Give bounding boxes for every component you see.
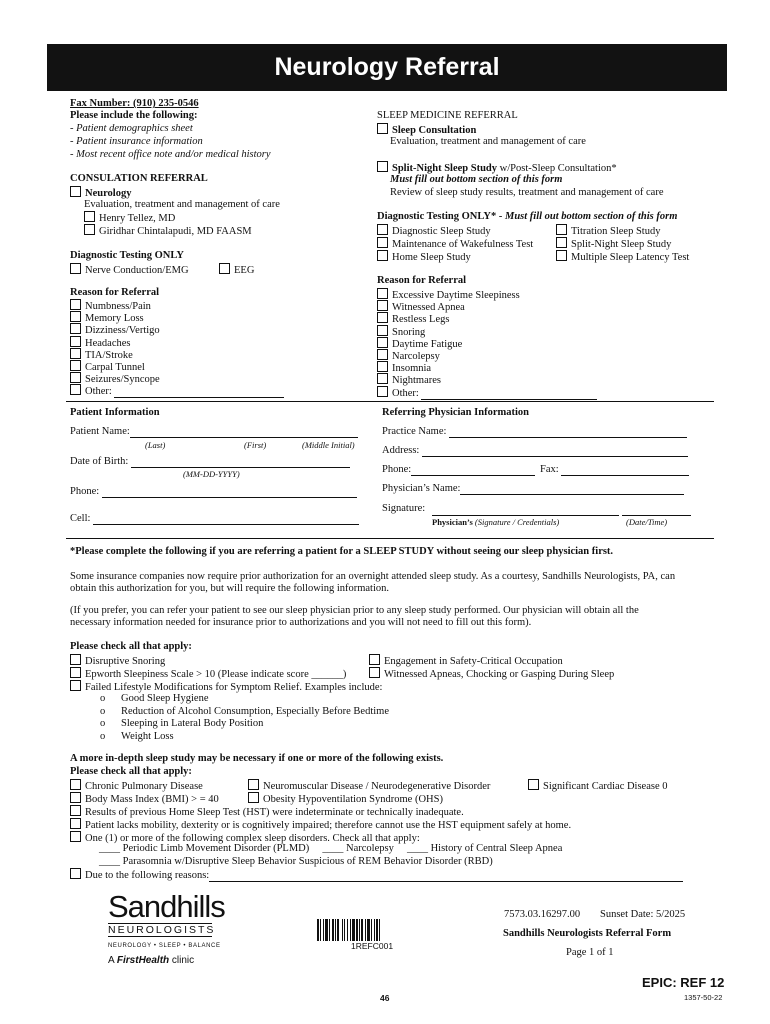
split-night-suffix: w/Post-Sleep Consultation* [497,163,617,174]
condition-label: Neuromuscular Disease / Neurodegenerative Disorder [263,781,491,792]
barcode-bar [350,919,351,941]
check-all-heading: Please check all that apply: [70,766,192,777]
reason-label: Numbness/Pain [85,301,151,312]
criteria-label: Witnessed Apneas, Chocking or Gasping During Sleep [384,669,615,680]
condition-label: Body Mass Index (BMI) > = 40 [85,794,219,805]
date-caption: (Date/Time) [626,517,668,527]
checkbox[interactable] [377,123,388,134]
reasons-label: Due to the following reasons: [85,870,210,881]
sleep-test-option[interactable] [556,224,660,238]
barcode-bar [352,919,355,941]
checkbox[interactable] [70,360,81,371]
sleep-test-label: Home Sleep Study [392,252,471,263]
condition-label: Obesity Hypoventilation Syndrome (OHS) [263,794,443,805]
bullet-icon: o [100,730,106,742]
criteria-label: Disruptive Snoring [85,656,166,667]
barcode-bar [361,919,363,941]
condition-option[interactable] [248,779,490,793]
section-divider [66,401,714,402]
reason-label: Excessive Daytime Sleepiness [392,290,520,301]
other-line[interactable] [421,399,597,400]
checkbox[interactable] [556,224,567,235]
page-title: Neurology Referral [47,44,727,91]
review-desc: Review of sleep study results, treatment and management of care [390,187,664,198]
firsthealth-logo [108,955,248,966]
checkbox[interactable] [556,237,567,248]
checkbox[interactable] [556,250,567,261]
page-indicator: Page 1 of 1 [566,947,614,958]
neurology-option[interactable] [70,186,131,200]
logo-clinic: clinic [171,955,195,966]
checkbox[interactable] [248,779,259,790]
checkbox[interactable] [84,224,95,235]
barcode-bar [365,919,366,941]
sunset-date: Sunset Date: 5/2025 [600,909,686,920]
name-caption-last: (Last) [145,440,166,450]
address-field[interactable] [382,445,688,457]
complex-disorder-line[interactable]: ____ Parasomnia w/Disruptive Sleep Behavior Suspicious of REM Behavior Disorder (RBD) [99,856,493,867]
criteria-label: Epworth Sleepiness Scale > 10 (Please indicate score ______) [85,669,347,680]
barcode-text: 1REFC001 [351,941,394,951]
patient-phone-label: Phone: [70,486,100,497]
reason-label: Headaches [85,337,131,349]
physician-name-field[interactable] [382,483,684,495]
checkbox[interactable] [377,373,388,384]
reasons-option[interactable] [70,868,683,882]
sleep-test-option[interactable] [377,224,491,238]
logo-firsthealth: FirstHealth [116,955,170,966]
reason-label: Memory Loss [85,313,144,325]
sleep-diag-note: - Must fill out bottom section of this form [496,211,678,222]
criteria-option[interactable] [70,667,346,681]
checkbox[interactable] [377,337,388,348]
checkbox[interactable] [70,384,81,395]
checkbox[interactable] [219,263,230,274]
checkbox[interactable] [70,654,81,665]
barcode-bar [347,919,348,941]
example-bullet [100,693,208,705]
checkbox[interactable] [70,831,81,842]
condition-option[interactable] [70,779,203,793]
sleep-test-option[interactable] [377,237,533,251]
sleep-test-label: Split-Night Sleep Study [571,239,672,250]
reasons-line[interactable] [209,881,683,882]
checkbox[interactable] [70,311,81,322]
doctor-option[interactable] [84,211,175,225]
condition-label: Results of previous Home Sleep Test (HST) were indeterminate or technically inadequate. [85,807,464,818]
sleep-diag-heading [377,211,677,223]
physician-name-line[interactable] [460,494,684,495]
eeg-label: EEG [234,265,255,276]
paragraph-line: necessary information needed for insurance prior to authorizations and you will not need to fill out this form). [70,617,532,628]
check-all-heading: Please check all that apply: [70,641,192,652]
example-bullet [100,718,263,730]
checkbox[interactable] [377,237,388,248]
checkbox[interactable] [70,323,81,334]
reason-label: Insomnia [392,363,432,375]
checkbox[interactable] [377,300,388,311]
patient-cell-field[interactable] [70,513,359,525]
ncs-label: Nerve Conduction/EMG [85,265,189,276]
doctor-label: Giridhar Chintalapudi, MD FAASM [99,226,252,237]
reason-label: Narcolepsy [392,351,440,362]
physician-fax-line[interactable] [561,475,689,476]
practice-field[interactable] [382,426,687,438]
checkbox[interactable] [248,792,259,803]
logo-sub: NEUROLOGISTS [108,924,216,936]
name-caption-middle: (Middle Initial) [302,440,355,450]
other-line[interactable] [114,397,284,398]
checkbox[interactable] [70,667,81,678]
bullet-icon: o [100,718,106,729]
checkbox[interactable] [528,779,539,790]
checkbox[interactable] [377,161,388,172]
reason-other[interactable] [70,384,284,398]
checkbox[interactable] [70,680,81,691]
physician-fax-label: Fax: [540,464,559,475]
must-fill-note: Must fill out bottom section of this form [390,174,563,185]
patient-cell-label: Cell: [70,513,91,524]
barcode [317,919,401,941]
condition-option[interactable] [70,792,219,806]
patient-heading: Patient Information [70,407,160,418]
criteria-option[interactable] [369,654,563,668]
checkbox[interactable] [70,868,81,879]
neurology-desc: Evaluation, treatment and management of care [84,199,280,210]
checkbox[interactable] [70,263,81,274]
dob-format: (MM-DD-YYYY) [183,469,240,479]
consultation-heading: CONSULATION REFERRAL [70,173,208,184]
reason-heading-left: Reason for Referral [70,287,160,298]
sleep-consult-label: Sleep Consultation [392,125,477,136]
include-heading: Please include the following: [70,110,198,121]
physician-phone-line[interactable] [411,475,535,476]
reason-label: Nightmares [392,375,441,387]
in-depth-heading: A more in-depth sleep study may be necessary if one or more of the following exists. [70,753,444,764]
barcode-bar [344,919,345,941]
barcode-bar [329,919,330,941]
criteria-label: Engagement in Safety-Critical Occupation [384,656,563,667]
paragraph-line: Some insurance companies now require prior authorization for an overnight attended sleep study. As a courtesy, Sandhills Neurologists, PA, can [70,571,676,582]
sleep-test-option[interactable] [556,250,689,264]
logo-a: A [108,955,115,966]
dob-line[interactable] [131,467,350,468]
checkbox[interactable] [377,250,388,261]
barcode-bar [374,919,375,941]
criteria-option[interactable] [70,654,165,668]
checkbox[interactable] [84,211,95,222]
barcode-bar [379,919,380,941]
checkbox[interactable] [369,667,380,678]
signature-field[interactable] [382,503,425,515]
address-line[interactable] [422,456,688,457]
barcode-bar [335,919,336,941]
checkbox[interactable] [70,818,81,829]
checkbox[interactable] [70,299,81,310]
barcode-bar [376,919,378,941]
doc-number: 1357-50-22 [684,993,723,1002]
reason-label: Carpal Tunnel [85,362,145,373]
include-item: - Patient insurance information [70,136,203,147]
checkbox[interactable] [70,348,81,359]
bullet-label: Weight Loss [121,730,174,742]
form-name: Sandhills Neurologists Referral Form [503,928,672,939]
sleep-diag-label: Diagnostic Testing ONLY* [377,211,497,222]
sleep-test-option[interactable] [556,237,671,251]
example-bullet [100,706,389,718]
barcode-bar [320,919,321,941]
checkbox[interactable] [377,312,388,323]
checkbox[interactable] [369,654,380,665]
checkbox[interactable] [377,224,388,235]
reason-label: Witnessed Apnea [392,302,465,314]
sleep-test-label: Multiple Sleep Latency Test [571,252,690,263]
practice-line[interactable] [449,437,687,438]
sig-caption-bold: Physician’s [432,517,473,527]
other-label: Other: [85,386,112,398]
checkbox[interactable] [70,336,81,347]
patient-phone-field[interactable] [70,486,357,498]
checkbox[interactable] [70,805,81,816]
paragraph-line: obtain this authorization for you, but will require the following information. [70,583,390,594]
condition-option[interactable] [528,779,668,793]
patient-name-label: Patient Name: [70,426,130,437]
checkbox[interactable] [70,372,81,383]
patient-cell-line[interactable] [93,524,359,525]
signature-caption [432,516,559,528]
barcode-bar [317,919,319,941]
ncs-option[interactable] [70,263,189,277]
doctor-label: Henry Tellez, MD [99,213,176,224]
dob-label: Date of Birth: [70,456,129,467]
condition-option[interactable] [248,792,443,806]
practice-label: Practice Name: [382,426,447,437]
reason-label: Daytime Fatigue [392,338,463,350]
sleep-consult-option[interactable] [377,123,476,137]
sleep-heading: SLEEP MEDICINE REFERRAL [377,110,518,121]
criteria-option[interactable] [70,680,382,694]
address-label: Address: [382,445,420,456]
bullet-label: Reduction of Alcohol Consumption, Especially Before Bedtime [121,705,389,717]
barcode-bar [356,919,358,941]
include-item: - Patient demographics sheet [70,123,193,134]
epic-ref: EPIC: REF 12 [642,975,725,990]
checkbox[interactable] [70,186,81,197]
physician-name-label: Physician’s Name: [382,483,461,494]
sig-caption: (Signature / Credentials) [474,517,560,527]
barcode-bar [323,919,324,941]
reason-label: Snoring [392,326,426,338]
criteria-label: Failed Lifestyle Modifications for Symptom Relief. Examples include: [85,682,383,693]
physician-heading: Referring Physician Information [382,407,529,418]
condition-option[interactable] [70,818,571,832]
signature-label: Signature: [382,503,426,514]
condition-option[interactable] [70,805,464,819]
doctor-option[interactable] [84,224,252,238]
barcode-bar [337,919,339,941]
form-code: 7573.03.16297.00 [504,909,581,920]
condition-label: Significant Cardiac Disease 0 [543,781,668,792]
eeg-option[interactable] [219,263,254,277]
barcode-bar [342,919,343,941]
reason-label: Seizures/Syncope [85,374,160,386]
physician-fax-field[interactable] [540,464,689,476]
barcode-bar [359,919,360,941]
section-divider [66,538,714,539]
condition-label: Chronic Pulmonary Disease [85,781,203,792]
sleep-test-label: Titration Sleep Study [571,226,661,237]
checkbox[interactable] [377,361,388,372]
sleep-test-label: Maintenance of Wakefulness Test [392,239,534,250]
barcode-bar [367,919,370,941]
barcode-bar [325,919,328,941]
reason-heading-right: Reason for Referral [377,275,467,286]
logo-tag: NEUROLOGY • SLEEP • BALANCE [108,943,221,949]
page-number: 46 [380,993,390,1003]
diagnostic-heading: Diagnostic Testing ONLY [70,250,184,261]
split-night-label: Split-Night Sleep Study [392,163,498,174]
physician-phone-field[interactable] [382,464,535,476]
sleep-consult-desc: Evaluation, treatment and management of care [390,136,586,147]
bullet-label: Sleeping in Lateral Body Position [121,718,264,729]
example-bullet [100,731,174,743]
logo-main: Sandhills [108,889,225,924]
fax-number: Fax Number: (910) 235-0546 [70,98,199,109]
sandhills-logo [108,889,248,966]
name-caption-first: (First) [244,440,267,450]
neurology-label: Neurology [85,188,132,199]
checkbox[interactable] [70,792,81,803]
dob-field[interactable] [70,456,350,468]
checkbox[interactable] [377,349,388,360]
split-night-option[interactable] [377,161,617,175]
paragraph-line: (If you prefer, you can refer your patient to see our sleep physician prior to any sleep study performed. Our physician will obtain all the [70,605,639,616]
include-item: - Most recent office note and/or medical history [70,149,271,160]
physician-phone-label: Phone: [382,464,412,475]
patient-name-field[interactable] [70,426,358,438]
checkbox[interactable] [377,288,388,299]
criteria-option[interactable] [369,667,614,681]
other-label: Other: [392,387,419,399]
barcode-bar [371,919,372,941]
checkbox[interactable] [377,325,388,336]
reason-label: Dizziness/Vertigo [85,325,160,337]
checkbox[interactable] [377,386,388,397]
checkbox[interactable] [70,779,81,790]
bullet-icon: o [100,693,106,704]
patient-phone-line[interactable] [102,497,357,498]
sleep-study-notice: *Please complete the following if you are referring a patient for a SLEEP STUDY without seeing our sleep physician first. [70,546,614,557]
reason-other[interactable] [377,386,597,400]
condition-label: Patient lacks mobility, dexterity or is cognitively impaired; therefore cannot use the HST equipment safely at home. [85,820,572,831]
condition-label: One (1) or more of the following complex sleep disorders. Check all that apply: [85,833,420,844]
barcode-bar [332,919,334,941]
patient-name-line[interactable] [130,437,358,438]
reason-label: Restless Legs [392,314,450,326]
complex-disorder-line[interactable]: ____ Periodic Limb Movement Disorder (PLMD) ____ Narcolepsy ____ History of Central Sleep Apnea [99,843,563,854]
bullet-label: Good Sleep Hygiene [121,693,209,704]
sleep-test-option[interactable] [377,250,471,264]
sleep-test-label: Diagnostic Sleep Study [392,226,491,237]
reason-label: TIA/Stroke [85,349,133,361]
bullet-icon: o [100,705,106,717]
